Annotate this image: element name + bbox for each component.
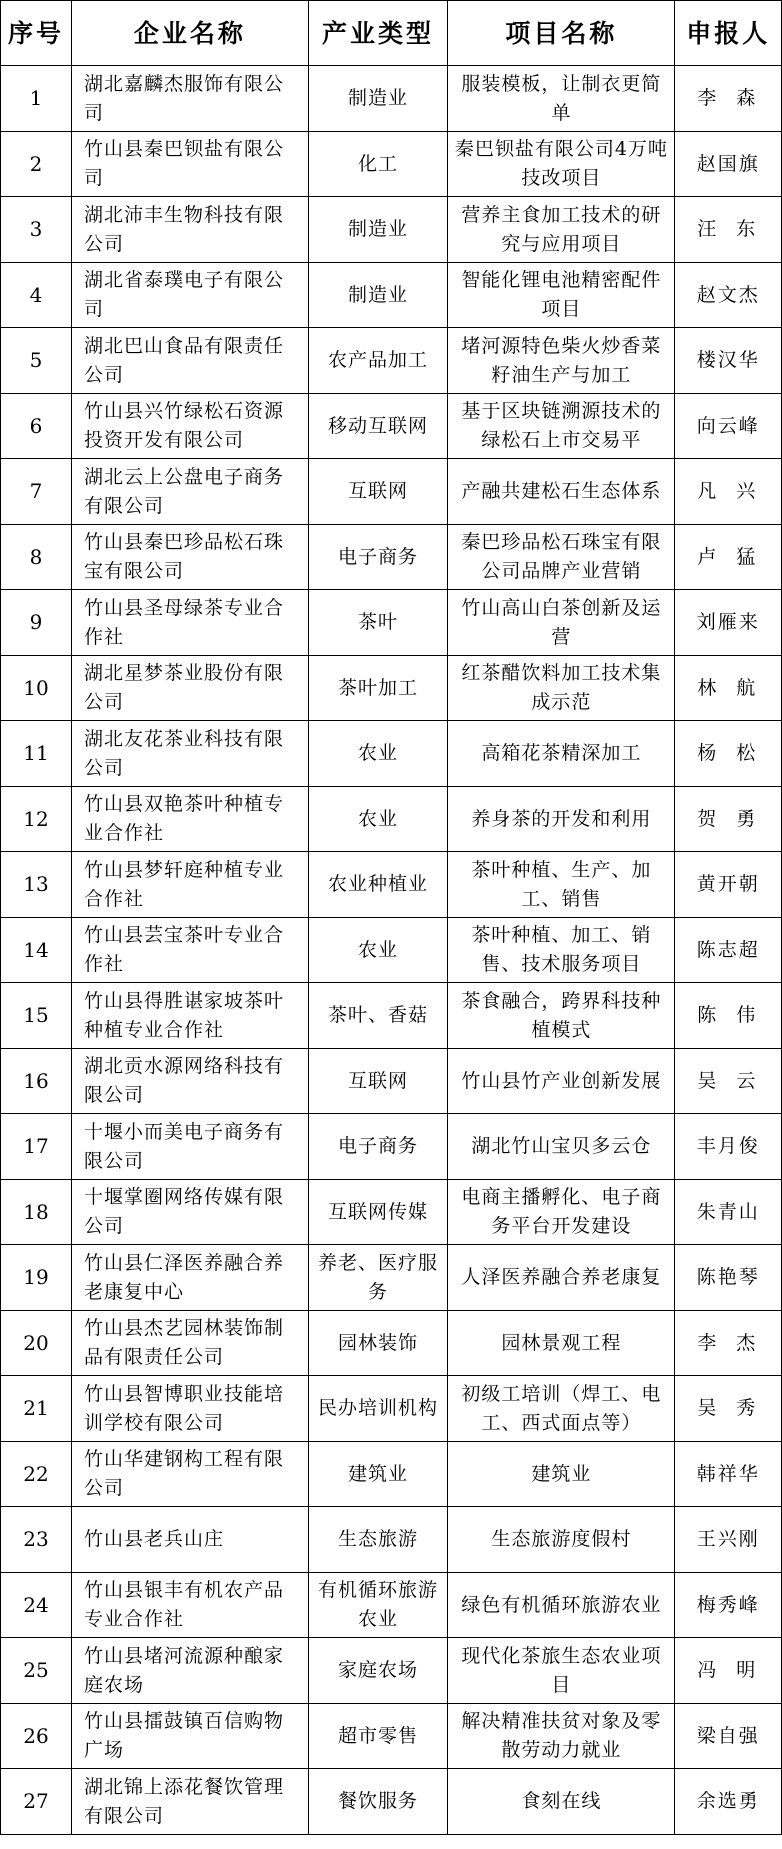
table-row [1, 1049, 782, 1114]
company-cell: 竹山县梦轩庭种植专业合作社 [72, 852, 309, 918]
seq-cell: 17 [1, 1114, 72, 1180]
seq-cell: 20 [1, 1311, 72, 1376]
applicant-cell: 陈志超 [675, 918, 782, 983]
applicant-cell: 李杰 [675, 1311, 782, 1376]
table-row [1, 1638, 782, 1704]
company-cell: 竹山县银丰有机农产品专业合作社 [72, 1573, 309, 1638]
project-cell: 秦巴珍品松石珠宝有限公司品牌产业营销 [448, 525, 675, 590]
company-cell: 湖北云上公盘电子商务有限公司 [72, 459, 309, 525]
applicant-cell: 梁自强 [675, 1704, 782, 1769]
table-row [1, 918, 782, 983]
company-cell: 竹山县擂鼓镇百信购物广场 [72, 1704, 309, 1769]
industry-cell: 化工 [308, 132, 448, 197]
applicant-cell: 余选勇 [675, 1769, 782, 1835]
company-cell: 竹山县圣母绿茶专业合作社 [72, 590, 309, 656]
industry-cell: 互联网传媒 [308, 1180, 448, 1245]
project-cell: 基于区块链溯源技术的绿松石上市交易平 [448, 394, 675, 459]
project-cell: 食刻在线 [448, 1769, 675, 1835]
seq-cell: 22 [1, 1442, 72, 1507]
applicant-cell: 吴秀 [675, 1376, 782, 1442]
table-row [1, 1442, 782, 1507]
project-cell: 堵河源特色柴火炒香菜籽油生产与加工 [448, 328, 675, 394]
applicant-cell: 楼汉华 [675, 328, 782, 394]
table-row [1, 132, 782, 197]
table-row [1, 1704, 782, 1769]
project-cell: 产融共建松石生态体系 [448, 459, 675, 525]
table-row [1, 983, 782, 1049]
industry-cell: 养老、医疗服务 [308, 1245, 448, 1311]
project-cell: 茶叶种植、生产、加工、销售 [448, 852, 675, 918]
applicant-cell: 陈艳琴 [675, 1245, 782, 1311]
industry-cell: 茶叶加工 [308, 656, 448, 721]
project-cell: 人泽医养融合养老康复 [448, 1245, 675, 1311]
industry-cell: 农产品加工 [308, 328, 448, 394]
project-cell: 电商主播孵化、电子商务平台开发建设 [448, 1180, 675, 1245]
table-body [1, 66, 782, 1835]
applicant-cell: 赵国旗 [675, 132, 782, 197]
seq-cell: 11 [1, 721, 72, 787]
project-cell: 园林景观工程 [448, 1311, 675, 1376]
seq-cell: 18 [1, 1180, 72, 1245]
table-row [1, 1573, 782, 1638]
seq-cell: 5 [1, 328, 72, 394]
company-cell: 竹山县智博职业技能培训学校有限公司 [72, 1376, 309, 1442]
table-row [1, 656, 782, 721]
industry-cell: 有机循环旅游农业 [308, 1573, 448, 1638]
company-cell: 十堰掌圈网络传媒有限公司 [72, 1180, 309, 1245]
company-cell: 竹山县秦巴钡盐有限公司 [72, 132, 309, 197]
applicant-cell: 陈伟 [675, 983, 782, 1049]
applicant-cell: 李森 [675, 66, 782, 132]
industry-cell: 农业 [308, 918, 448, 983]
project-cell: 绿色有机循环旅游农业 [448, 1573, 675, 1638]
project-cell: 解决精准扶贫对象及零散劳动力就业 [448, 1704, 675, 1769]
project-cell: 初级工培训（焊工、电工、西式面点等） [448, 1376, 675, 1442]
project-cell: 智能化锂电池精密配件项目 [448, 263, 675, 328]
applicant-cell: 黄开朝 [675, 852, 782, 918]
company-cell: 竹山县秦巴珍品松石珠宝有限公司 [72, 525, 309, 590]
seq-cell: 24 [1, 1573, 72, 1638]
seq-cell: 2 [1, 132, 72, 197]
header-industry: 产业类型 [308, 1, 448, 66]
industry-cell: 移动互联网 [308, 394, 448, 459]
table-header-row [1, 1, 782, 66]
company-cell: 湖北贡水源网络科技有限公司 [72, 1049, 309, 1114]
seq-cell: 6 [1, 394, 72, 459]
seq-cell: 1 [1, 66, 72, 132]
table-row [1, 66, 782, 132]
table-row [1, 394, 782, 459]
table-row [1, 1376, 782, 1442]
applicant-cell: 林航 [675, 656, 782, 721]
industry-cell: 家庭农场 [308, 1638, 448, 1704]
industry-cell: 农业 [308, 721, 448, 787]
applicant-cell: 卢猛 [675, 525, 782, 590]
company-cell: 湖北巴山食品有限责任公司 [72, 328, 309, 394]
applicant-cell: 吴云 [675, 1049, 782, 1114]
industry-cell: 农业 [308, 787, 448, 852]
industry-cell: 超市零售 [308, 1704, 448, 1769]
project-cell: 竹山县竹产业创新发展 [448, 1049, 675, 1114]
table-row [1, 1180, 782, 1245]
industry-cell: 餐饮服务 [308, 1769, 448, 1835]
applicant-cell: 梅秀峰 [675, 1573, 782, 1638]
applicant-cell: 朱青山 [675, 1180, 782, 1245]
applicant-cell: 韩祥华 [675, 1442, 782, 1507]
project-cell: 红茶醋饮料加工技术集成示范 [448, 656, 675, 721]
seq-cell: 26 [1, 1704, 72, 1769]
company-cell: 十堰小而美电子商务有限公司 [72, 1114, 309, 1180]
seq-cell: 16 [1, 1049, 72, 1114]
table-row [1, 852, 782, 918]
seq-cell: 9 [1, 590, 72, 656]
applicant-cell: 王兴刚 [675, 1507, 782, 1573]
industry-cell: 建筑业 [308, 1442, 448, 1507]
table-row [1, 197, 782, 263]
industry-cell: 制造业 [308, 263, 448, 328]
applicant-cell: 向云峰 [675, 394, 782, 459]
company-cell: 竹山县得胜谌家坡茶叶种植专业合作社 [72, 983, 309, 1049]
header-applicant: 申报人 [675, 1, 782, 66]
table-row [1, 459, 782, 525]
industry-cell: 生态旅游 [308, 1507, 448, 1573]
table-row [1, 787, 782, 852]
project-cell: 建筑业 [448, 1442, 675, 1507]
applicant-cell: 刘雁来 [675, 590, 782, 656]
applicant-cell: 丰月俊 [675, 1114, 782, 1180]
industry-cell: 农业种植业 [308, 852, 448, 918]
table-row [1, 1114, 782, 1180]
industry-cell: 电子商务 [308, 525, 448, 590]
table-row [1, 525, 782, 590]
table-row [1, 1507, 782, 1573]
table-row [1, 1245, 782, 1311]
project-cell: 养身茶的开发和利用 [448, 787, 675, 852]
applicant-cell: 凡兴 [675, 459, 782, 525]
header-seq: 序号 [1, 1, 72, 66]
seq-cell: 19 [1, 1245, 72, 1311]
table-row [1, 1311, 782, 1376]
industry-cell: 制造业 [308, 66, 448, 132]
project-cell: 竹山高山白茶创新及运营 [448, 590, 675, 656]
project-cell: 湖北竹山宝贝多云仓 [448, 1114, 675, 1180]
project-cell: 茶叶种植、加工、销售、技术服务项目 [448, 918, 675, 983]
seq-cell: 4 [1, 263, 72, 328]
seq-cell: 25 [1, 1638, 72, 1704]
company-cell: 竹山县兴竹绿松石资源投资开发有限公司 [72, 394, 309, 459]
company-cell: 湖北锦上添花餐饮管理有限公司 [72, 1769, 309, 1835]
seq-cell: 13 [1, 852, 72, 918]
industry-cell: 茶叶 [308, 590, 448, 656]
industry-cell: 制造业 [308, 197, 448, 263]
seq-cell: 21 [1, 1376, 72, 1442]
company-cell: 竹山县双艳茶叶种植专业合作社 [72, 787, 309, 852]
project-cell: 现代化茶旅生态农业项目 [448, 1638, 675, 1704]
project-cell: 秦巴钡盐有限公司4万吨技改项目 [448, 132, 675, 197]
project-cell: 高箱花茶精深加工 [448, 721, 675, 787]
project-cell: 营养主食加工技术的研究与应用项目 [448, 197, 675, 263]
company-cell: 湖北嘉麟杰服饰有限公司 [72, 66, 309, 132]
table-row [1, 721, 782, 787]
industry-cell: 互联网 [308, 1049, 448, 1114]
company-cell: 竹山县杰艺园林装饰制品有限责任公司 [72, 1311, 309, 1376]
seq-cell: 23 [1, 1507, 72, 1573]
company-cell: 竹山华建钢构工程有限公司 [72, 1442, 309, 1507]
company-cell: 湖北省泰璞电子有限公司 [72, 263, 309, 328]
company-cell: 湖北沛丰生物科技有限公司 [72, 197, 309, 263]
seq-cell: 8 [1, 525, 72, 590]
applicant-cell: 杨松 [675, 721, 782, 787]
table-row [1, 263, 782, 328]
seq-cell: 14 [1, 918, 72, 983]
company-cell: 湖北友花茶业科技有限公司 [72, 721, 309, 787]
company-cell: 竹山县仁泽医养融合养老康复中心 [72, 1245, 309, 1311]
company-cell: 竹山县老兵山庄 [72, 1507, 309, 1573]
industry-cell: 电子商务 [308, 1114, 448, 1180]
applicant-cell: 冯明 [675, 1638, 782, 1704]
company-cell: 湖北星梦茶业股份有限公司 [72, 656, 309, 721]
applicant-cell: 贺勇 [675, 787, 782, 852]
project-cell: 茶食融合，跨界科技种植模式 [448, 983, 675, 1049]
company-cell: 竹山县堵河流源种酿家庭农场 [72, 1638, 309, 1704]
company-cell: 竹山县芸宝茶叶专业合作社 [72, 918, 309, 983]
project-cell: 服装模板，让制衣更简单 [448, 66, 675, 132]
industry-cell: 茶叶、香菇 [308, 983, 448, 1049]
table-row [1, 590, 782, 656]
applicant-cell: 赵文杰 [675, 263, 782, 328]
seq-cell: 7 [1, 459, 72, 525]
seq-cell: 15 [1, 983, 72, 1049]
seq-cell: 27 [1, 1769, 72, 1835]
table-row [1, 1769, 782, 1835]
header-project: 项目名称 [448, 1, 675, 66]
seq-cell: 3 [1, 197, 72, 263]
table-row [1, 328, 782, 394]
industry-cell: 民办培训机构 [308, 1376, 448, 1442]
industry-cell: 互联网 [308, 459, 448, 525]
header-company: 企业名称 [72, 1, 309, 66]
seq-cell: 12 [1, 787, 72, 852]
project-cell: 生态旅游度假村 [448, 1507, 675, 1573]
seq-cell: 10 [1, 656, 72, 721]
applicant-cell: 汪东 [675, 197, 782, 263]
industry-cell: 园林装饰 [308, 1311, 448, 1376]
